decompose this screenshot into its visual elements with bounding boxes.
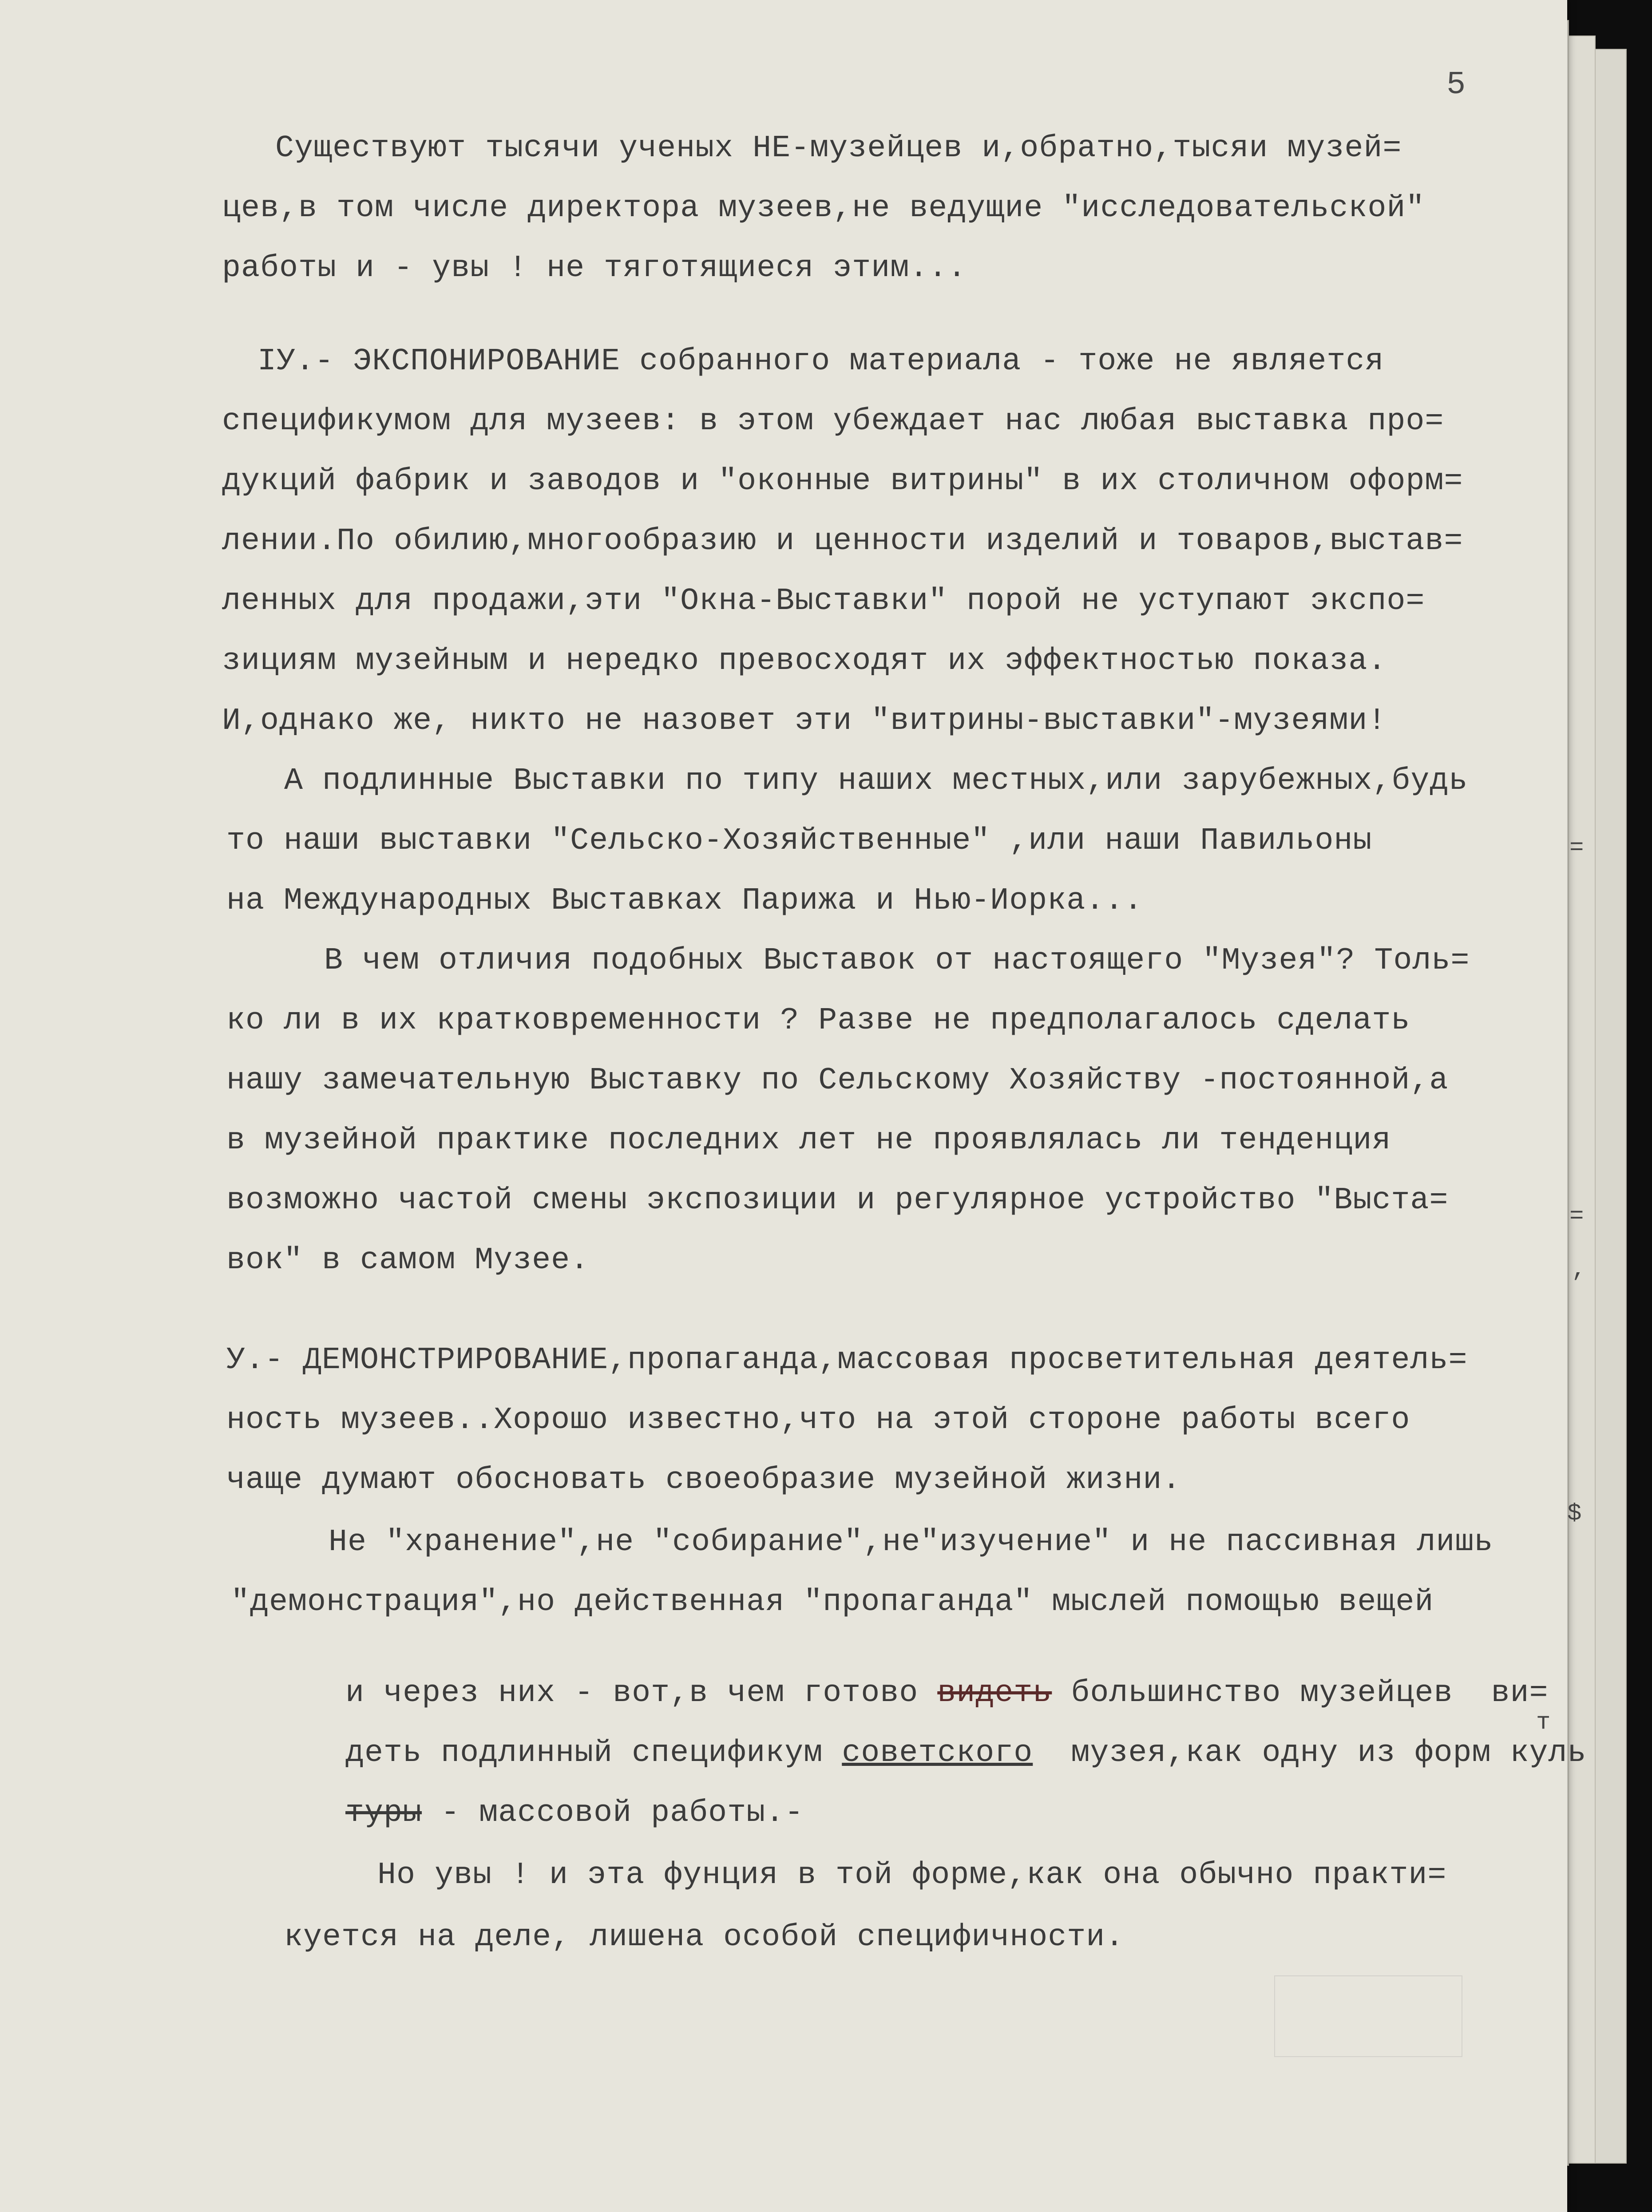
margin-mark: $	[1567, 1500, 1582, 1527]
text-line: Не "хранение",не "собирание",не"изучение" и не пассивная лишь	[329, 1525, 1494, 1560]
text-line: "демонстрация",но действенная "пропаганда" мыслей помощью вещей	[231, 1585, 1434, 1620]
text-line: чаще думают обосновать своеобразие музейной жизни.	[226, 1463, 1181, 1498]
text-segment: и через них - вот,в чем готово	[345, 1676, 938, 1711]
section-heading-v: У.- ДЕМОНСТРИРОВАНИЕ,пропаганда,массовая просветительная деятель=	[226, 1343, 1468, 1378]
text-line: нашу замечательную Выставку по Сельскому Хозяйству -постоянной,а	[226, 1063, 1449, 1098]
text-line: спецификумом для музеев: в этом убеждает нас любая выставка про=	[222, 404, 1444, 439]
text-line: возможно частой смены экспозиции и регулярное устройство "Выста=	[226, 1183, 1449, 1218]
text-segment: большинство музейцев ви=	[1052, 1676, 1549, 1711]
text-line: Существуют тысячи ученых НЕ-музейцев и,обратно,тысяи музей=	[275, 131, 1402, 166]
margin-mark: т	[1536, 1709, 1551, 1736]
underlined-word: советского	[842, 1736, 1033, 1771]
text-line: ленных для продажи,эти "Окна-Выставки" порой не уступают экспо=	[222, 584, 1425, 619]
text-line: лении.По обилию,многообразию и ценности изделий и товаров,выстав=	[222, 524, 1463, 559]
text-line: В чем отличия подобных Выставок от настоящего "Музея"? Толь=	[324, 943, 1470, 978]
text-line: на Международных Выставках Парижа и Нью-Иорка...	[226, 883, 1143, 918]
section-heading-iv: IУ.- ЭКСПОНИРОВАНИЕ собранного материала - тоже не является	[258, 344, 1384, 379]
text-line: Но увы ! и эта фунция в той форме,как она обычно практи=	[377, 1858, 1447, 1893]
faint-stamp	[1274, 1975, 1462, 2057]
text-segment: музея,как одну из форм куль	[1033, 1736, 1587, 1771]
page-number: 5	[1446, 67, 1466, 103]
text-line: в музейной практике последних лет не проявлялась ли тенденция	[226, 1123, 1391, 1158]
margin-mark: ,	[1572, 1256, 1586, 1283]
text-line: вок" в самом Музее.	[226, 1243, 590, 1278]
text-line-overtyped	[231, 1767, 804, 1860]
text-line: ко ли в их кратковременности ? Разве не предполагалось сделать	[226, 1003, 1410, 1038]
overtyped-word: туры	[345, 1796, 422, 1831]
margin-mark: =	[1569, 1203, 1584, 1230]
text-line: работы и - увы ! не тяготящиеся этим...	[222, 251, 967, 286]
text-segment: - массовой работы.-	[422, 1796, 804, 1831]
text-line: куется на деле, лишена особой специфичности.	[284, 1920, 1125, 1955]
text-line: ность музеев..Хорошо известно,что на этой стороне работы всего	[226, 1403, 1410, 1438]
text-line: И,однако же, никто не назовет эти "витрины-выставки"-музеями!	[222, 704, 1387, 739]
text-line: то наши выставки "Сельско-Хозяйственные" ,или наши Павильоны	[226, 823, 1372, 859]
text-segment: деть подлинный спецификум	[345, 1736, 842, 1771]
struck-word: видеть	[937, 1676, 1052, 1711]
text-line: цев,в том числе директора музеев,не ведущие "исследовательской"	[222, 191, 1425, 226]
text-line: А подлинные Выставки по типу наших местных,или зарубежных,будь	[284, 764, 1468, 799]
margin-mark: =	[1569, 835, 1584, 862]
text-line: дукций фабрик и заводов и "оконные витрины" в их столичном оформ=	[222, 464, 1463, 499]
text-line: зициям музейным и нередко превосходят их эффектностью показа.	[222, 644, 1387, 679]
